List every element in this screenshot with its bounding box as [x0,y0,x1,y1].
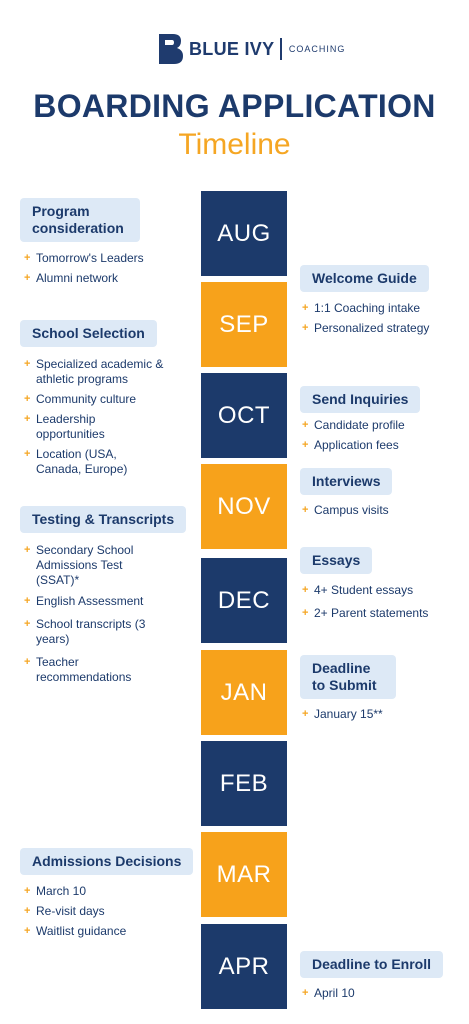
list-item: + Tomorrow's Leaders [24,251,144,265]
plus-icon: + [24,885,31,897]
list-item: + Application fees [302,438,399,452]
plus-icon: + [24,618,31,630]
list-item: + March 10 [24,884,87,898]
deadline-submit-list [302,707,462,727]
label-interviews: Interviews [300,468,392,495]
list-item: + English Assessment [24,594,144,608]
essays-list [302,583,467,626]
logo-brand-text: BLUE IVY [189,38,275,59]
label-send-inquiries: Send Inquiries [300,386,420,413]
list-item: + Campus visits [302,503,389,517]
list-item: + Leadership opportunities [24,412,105,441]
interviews-list [302,503,462,523]
list-item: + Location (USA, Canada, Europe) [24,447,128,476]
label-program-consideration [20,198,140,242]
deadline-enroll-list [302,986,462,1006]
plus-icon: + [302,607,309,619]
list-item: + January 15** [302,707,383,721]
plus-icon: + [24,393,31,405]
list-item: + Teacher recommendations [24,655,132,684]
plus-icon: + [24,925,31,937]
list-item: + 1:1 Coaching intake [302,301,421,315]
plus-icon: + [302,987,309,999]
page-title: BOARDING APPLICATION [33,88,436,124]
month-aug: AUG [201,191,287,276]
logo-sub-text: COACHING [288,44,346,54]
plus-icon: + [24,905,31,917]
plus-icon: + [302,504,309,516]
plus-icon: + [24,448,31,460]
welcome-guide-list [302,301,462,341]
list-item: + 4+ Student essays [302,583,414,597]
label-essays: Essays [300,547,372,574]
label-testing-transcripts: Testing & Transcripts [20,506,186,533]
plus-icon: + [302,439,309,451]
school-selection-list [24,357,174,482]
label-admissions-decisions: Admissions Decisions [20,848,193,875]
list-item: + Candidate profile [302,418,405,432]
plus-icon: + [302,419,309,431]
month-sep: SEP [201,282,287,367]
list-item: + Alumni network [24,271,119,285]
list-item: + Secondary School Admissions Test (SSAT)* [24,543,134,587]
logo-divider [280,38,282,60]
month-nov: NOV [201,464,287,549]
send-inquiries-list [302,418,462,458]
plus-icon: + [24,272,31,284]
plus-icon: + [302,322,309,334]
label-deadline-submit [300,655,396,699]
plus-icon: + [24,252,31,264]
month-apr: APR [201,924,287,1009]
program-consideration-list [24,251,189,291]
month-jan: JAN [201,650,287,735]
month-mar: MAR [201,832,287,917]
logo-mark-icon [159,34,185,64]
label-welcome-guide: Welcome Guide [300,265,429,292]
blue-ivy-logo [159,34,345,64]
plus-icon: + [24,595,31,607]
admissions-decisions-list [24,884,184,944]
plus-icon: + [302,708,309,720]
list-item: + School transcripts (3 years) [24,617,146,646]
label-text: Deadline to Submit [312,660,377,693]
month-oct: OCT [201,373,287,458]
list-item: + 2+ Parent statements [302,606,429,620]
plus-icon: + [24,358,31,370]
list-item: + Community culture [24,392,137,406]
list-item: + Specialized academic & athletic programs [24,357,164,386]
month-feb: FEB [201,741,287,826]
page-subtitle: Timeline [178,128,291,161]
plus-icon: + [24,413,31,425]
label-deadline-enroll: Deadline to Enroll [300,951,443,978]
plus-icon: + [24,544,31,556]
plus-icon: + [302,584,309,596]
label-school-selection: School Selection [20,320,157,347]
month-dec: DEC [201,558,287,643]
list-item: + Re-visit days [24,904,105,918]
label-text: Program consideration [32,203,124,236]
list-item: + Personalized strategy [302,321,430,335]
testing-transcripts-list [24,543,164,690]
list-item: + Waitlist guidance [24,924,127,938]
plus-icon: + [24,656,31,668]
list-item: + April 10 [302,986,355,1000]
plus-icon: + [302,302,309,314]
